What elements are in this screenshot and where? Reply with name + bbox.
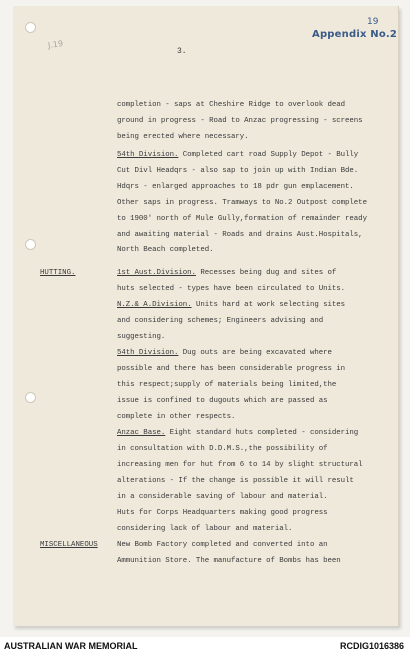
- body-line: Ammunition Store. The manufacture of Bombs has been: [117, 557, 341, 565]
- punch-hole: [25, 239, 36, 250]
- unit-heading: 1st Aust.Division.: [117, 269, 196, 277]
- body-line: Huts for Corps Headquarters making good progress: [117, 509, 328, 517]
- body-line: Other saps in progress. Tramways to No.2 Outpost complete: [117, 199, 367, 207]
- body-line: issue is confined to dugouts which are passed as: [117, 397, 328, 405]
- body-line: ground in progress - Road to Anzac progressing - screens: [117, 117, 363, 125]
- punch-hole: [25, 22, 36, 33]
- body-line: suggesting.: [117, 333, 166, 341]
- body-line: huts selected - types have been circulated to Units.: [117, 285, 346, 293]
- unit-heading: N.Z.& A.Division.: [117, 301, 192, 309]
- footer-record-id: RCDIG1016386: [339, 641, 404, 651]
- body-text: Dug outs are being excavated where: [178, 349, 332, 357]
- body-line: New Bomb Factory completed and converted into an: [117, 541, 328, 549]
- punch-hole: [25, 392, 36, 403]
- body-line: [117, 269, 336, 277]
- unit-heading: 54th Division.: [117, 349, 179, 357]
- body-line: in a considerable saving of labour and material.: [117, 493, 328, 501]
- body-line: North Beach completed.: [117, 246, 214, 254]
- appendix-label: Appendix No.2: [312, 29, 398, 40]
- body-line: considering lack of labour and material.: [117, 525, 293, 533]
- archive-footer: [0, 640, 410, 654]
- footer-institution: AUSTRALIAN WAR MEMORIAL: [4, 641, 138, 651]
- body-line: Hdqrs - enlarged approaches to 18 pdr gun emplacement.: [117, 183, 354, 191]
- body-line: [117, 301, 345, 309]
- unit-heading: Anzac Base.: [117, 429, 166, 437]
- body-line: to 1900' north of Mule Gully,formation of remainder ready: [117, 215, 367, 223]
- body-line: [117, 349, 332, 357]
- body-line: completion - saps at Cheshire Ridge to overlook dead: [117, 101, 346, 109]
- section-heading-miscellaneous: MISCELLANEOUS: [40, 541, 98, 549]
- body-line: this respect;supply of materials being limited,the: [117, 381, 337, 389]
- corner-pencil-mark: J.19: [47, 38, 64, 51]
- body-line: Cut Divl Headqrs - also sap to join up with Indian Bde.: [117, 167, 359, 175]
- body-line: and considering schemes; Engineers advising and: [117, 317, 324, 325]
- body-text: Units hard at work selecting sites: [191, 301, 346, 309]
- body-text: Eight standard huts completed - considering: [165, 429, 359, 437]
- body-line: [117, 429, 358, 437]
- body-line: possible and there has been considerable progress in: [117, 365, 346, 373]
- body-line: in consultation with D.D.M.S.,the possibility of: [117, 445, 328, 453]
- page-number: 3.: [177, 47, 187, 56]
- body-text: Recesses being dug and sites of: [195, 269, 337, 277]
- folio-number: 19: [367, 17, 379, 27]
- body-line: [117, 151, 358, 159]
- body-line: increasing men for hut from 6 to 14 by slight structural: [117, 461, 363, 469]
- body-line: alterations - If the change is possible it will result: [117, 477, 354, 485]
- document-page: [13, 6, 399, 626]
- body-line: and awaiting material - Roads and drains Aust.Hospitals,: [117, 231, 363, 239]
- section-heading-hutting: HUTTING.: [40, 269, 76, 277]
- body-text: Completed cart road Supply Depot - Bully: [178, 151, 359, 159]
- body-line: complete in other respects.: [117, 413, 236, 421]
- unit-heading: 54th Division.: [117, 151, 179, 159]
- body-line: being erected where necessary.: [117, 133, 249, 141]
